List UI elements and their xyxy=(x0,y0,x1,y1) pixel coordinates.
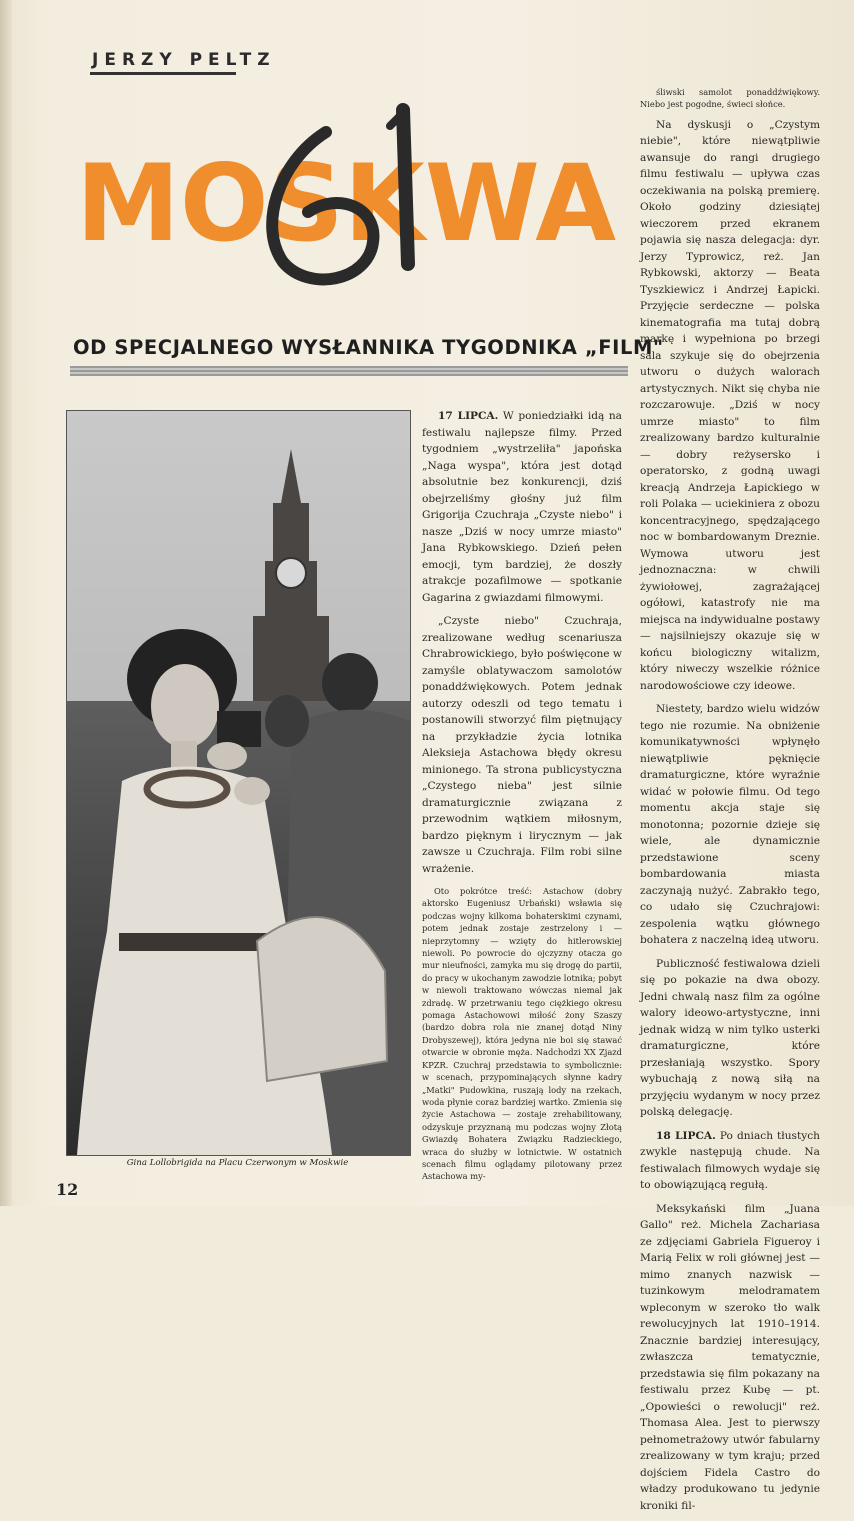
photo-illustration xyxy=(67,411,410,1155)
date-heading: 17 LIPCA. xyxy=(438,410,499,422)
title-moskwa: MOSKWA xyxy=(76,142,616,265)
subtitle-rule xyxy=(70,366,628,376)
paragraph: Publiczność festiwalowa dzieli się po pokazie na dwa obozy. Jedni chwalą nasz film za ogólne walory ideowo-artystyczne, inni jednak widzą w nim tylko usterki dramaturgiczne, które przesłaniają wszystko. Spory wybuchają z nową siłą na przyjęciu wydanym w nocy przez polską delegację. xyxy=(640,957,820,1119)
date-heading: 18 LIPCA. xyxy=(656,1129,716,1142)
paragraph-text: W poniedziałki idą na festiwalu najlepsze filmy. Przed tygodniem „wystrzeliła" japońska „Naga wyspa", która jest dotąd absolutnie bez konkurencji, dziś obejrzeliśmy głośny już film Grigorija Czuchraja „Czyste niebo" i nasze „Dziś w nocy umrze miasto" Jana Rybkowskiego. Dzień pełen emocji, tym bardziej, że doszły atrakcje pozafilmowe — spotkanie Gagarina z gwiazdami filmowymi. xyxy=(422,410,622,604)
paragraph: śliwski samolot ponaddźwiękowy. Niebo jest pogodne, świeci słońce. xyxy=(640,87,820,110)
continued-fragment xyxy=(640,86,820,111)
paragraph: Na dyskusji o „Czystym niebie", które niewątpliwie awansuje do rangi drugiego filmu festiwalu — upływa czas oczekiwania na polską premierę. Około godziny dziesiątej wieczorem przed ekranem pojawia się nasza delegacja: dyr. Jerzy Typrowicz, reż. Jan Rybkowski, aktorzy — Beata Tyszkiewicz i Andrzej Łapicki. Przyjęcie serdeczne — polska kinematografia ma tutaj dobrą markę i wypełniona po brzegi sala szykuje się do obejrzenia utworu o dużych walorach artystycznych. Nikt się chyba nie rozczarowuje. „Dziś w nocy umrze miasto" to film zrealizowany bardzo kulturalnie — dobry reżysersko i operatorsko, z godną uwagi kreacją Andrzeja Łapickiego w roli Polaka — uciekiniera z obozu koncentracyjnego, spędzającego noc w bombardowanym Dreznie. Wymowa utworu jest jednoznaczna: w chwili żywiołowej, zagrażającej ogółowi, katastrofy nie ma miejsca na indywidualne postawy — najsilniejszy okazuje się w końcu biologiczny witalizm, który niweczy wszelkie różnice narodowościowe czy ideowe. xyxy=(640,118,820,692)
paragraph: Oto pokrótce treść: Astachow (dobry aktorsko Eugeniusz Urbański) wsławia się podczas wojny kilkoma bohaterskimi czynami, potem jednak zostaje zestrzelony i — nieprzytomny — wzięty do hitlerowskiej niewoli. Po powrocie do ojczyzny otacza go mur nieufności, zamyka mu się drogę do partii, do pracy w ukochanym zawodzie lotnika; pobyt w niewoli traktowano wówczas niemal jak zdradę. W przetrwaniu tego ciężkiego okresu pomaga Astachowowi miłość żony Szaszy (bardzo dobra rola nie znanej dotąd Niny Drobyszewej), która jedyna nie boi się stawać otwarcie w obronie męża. Nadchodzi XX Zjazd KPZR. Czuchraj przedstawia to symbolicznie: w scenach, przypominających słynne kadry „Matki" Pudowkina, ruszają lody na rzekach, woda płynie coraz bardziej wartko. Zmienia się życie Astachowa — zostaje zrehabilitowany, odzyskuje przyznaną mu podczas wojny Złotą Gwiazdę Bohatera Związku Radzieckiego, wraca do służby w lotnictwie. W ostatnich scenach filmu oglądamy pilotowany przez Astachowa my- xyxy=(422,886,622,1182)
paragraph: Meksykański film „Juana Gallo" reż. Michela Zachariasa ze zdjęciami Gabriela Figueroy i Marią Felix w roli głównej jest — mimo znanych nazwisk — tuzinkowym melodramatem wpleconym w szeroko tło walk rewolucyjnych lat 1910–1914. Znacznie bardziej interesujący, zwłaszcza tematycznie, przedstawia się film pokazany na festiwalu przez Kubę — pt. „Opowieści o rewolucji" reż. Thomasa Alea. Jest to pierwszy pełnometrażowy utwór fabularny zrealizowany w tym kraju; przed dojściem Fidela Castro do władzy produkowano tu jedynie kroniki fil- xyxy=(640,1202,820,1512)
article-column-middle xyxy=(422,408,622,1187)
author-underline xyxy=(90,72,236,75)
title-logo xyxy=(68,92,628,292)
paragraph xyxy=(640,1128,820,1194)
page-binding-edge xyxy=(0,0,12,1206)
paragraph xyxy=(422,408,622,606)
article-subtitle: OD SPECJALNEGO WYSŁANNIKA TYGODNIKA „FILM" xyxy=(73,336,664,359)
article-column-right xyxy=(640,86,820,1521)
photo-lollobrigida-red-square xyxy=(66,410,411,1156)
paragraph-text: Po dniach tłustych zwykle następują chude. Na festiwalach filmowych wydaje się to obowiązującą regułą. xyxy=(640,1129,820,1192)
paragraph: „Czyste niebo" Czuchraja, zrealizowane według scenariusza Chrabrowickiego, było poświęcone w zamyśle oblatywaczom samolotów ponaddźwiękowych. Potem jednak autorzy odeszli od tego tematu i postanowili stworzyć film piętnujący na przykładzie życia lotnika Aleksieja Astachowa błędy okresu minionego. Ta strona publicystyczna „Czystego nieba" jest silnie dramaturgicznie związana z przewodnim wątkiem miłosnym, bardzo pięknym i lirycznym — jak zawsze u Czuchraja. Film robi silne wrażenie. xyxy=(422,615,622,875)
photo-caption: Gina Lollobrigida na Placu Czerwonym w Moskwie xyxy=(126,1158,349,1168)
author-name: JERZY PELTZ xyxy=(92,50,276,70)
paragraph: Niestety, bardzo wielu widzów tego nie rozumie. Na obniżenie komunikatywności wpłynęło niewątpliwie pęknięcie dramaturgiczne, które wyraźnie widać w połowie filmu. Od tego momentu akcja staje się monotonna; pozornie dzieje się wiele, ale dynamicznie przedstawione sceny bombardowania miasta zaczynają nużyć. Zabrakło tego, co udało się Czuchrajowi: zespolenia wątku głównego bohatera z naczelną ideą utworu. xyxy=(640,703,820,947)
plot-summary xyxy=(422,885,622,1183)
page-number: 12 xyxy=(56,1180,79,1199)
